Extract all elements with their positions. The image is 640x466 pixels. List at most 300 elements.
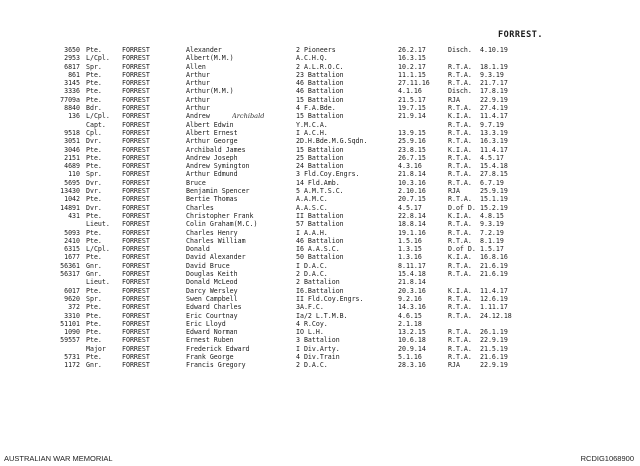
service-number: 3051: [64, 137, 80, 146]
fate-date: 22.9.19: [480, 95, 508, 104]
register-row: [0, 262, 640, 270]
rank: Gnr.: [86, 361, 102, 370]
given-names: Arthur: [186, 79, 210, 88]
service-number: 136: [68, 112, 80, 121]
register-row: [0, 54, 640, 62]
fate: R.T.A.: [448, 104, 472, 113]
fate: Disch.: [448, 87, 472, 96]
given-names: Andrew Symington: [186, 162, 250, 171]
enlistment-date: 13.2.15: [398, 328, 426, 337]
rank: Dvr.: [86, 137, 102, 146]
unit: 2 D.A.C.: [296, 270, 328, 279]
service-number: 59557: [60, 336, 80, 345]
unit: 46 Battalion: [296, 236, 344, 245]
fate: R.T.A.: [448, 303, 472, 312]
fate: R.T.A.: [448, 328, 472, 337]
fate-date: 24.12.18: [480, 311, 512, 320]
register-row: [0, 154, 640, 162]
rank: Pte.: [86, 319, 102, 328]
unit: Y.M.C.A.: [296, 120, 328, 129]
rank: Pte.: [86, 228, 102, 237]
enlistment-date: 1.3.16: [398, 253, 422, 262]
fate-date: 21.6.19: [480, 261, 508, 270]
fate-date: 17.8.19: [480, 87, 508, 96]
given-names: Charles William: [186, 236, 246, 245]
rank: Spr.: [86, 170, 102, 179]
surname: FORREST: [122, 270, 150, 279]
register-row: [0, 353, 640, 361]
surname: FORREST: [122, 261, 150, 270]
enlistment-date: 20.3.16: [398, 286, 426, 295]
fate: R.T.A.: [448, 228, 472, 237]
surname: FORREST: [122, 128, 150, 137]
unit: 15 Battalion: [296, 112, 344, 121]
enlistment-date: 5.1.16: [398, 352, 422, 361]
given-names: Andrew Joseph: [186, 153, 238, 162]
unit: 23 Battalion: [296, 70, 344, 79]
enlistment-date: 8.11.17: [398, 261, 426, 270]
rank: Pte.: [86, 70, 102, 79]
register-row: [0, 129, 640, 137]
register-row: [0, 245, 640, 253]
surname: FORREST: [122, 79, 150, 88]
fate: R.T.A.: [448, 236, 472, 245]
fate: R.T.A.: [448, 70, 472, 79]
unit: I6 A.A.S.C.: [296, 245, 340, 254]
register-row: [0, 303, 640, 311]
fate: R.T.A.: [448, 137, 472, 146]
surname: FORREST: [122, 120, 150, 129]
given-names: Swen Campbell: [186, 294, 238, 303]
surname: FORREST: [122, 344, 150, 353]
fate: K.I.A.: [448, 253, 472, 262]
rank: Gnr.: [86, 261, 102, 270]
register-row: [0, 278, 640, 286]
rank: Pte.: [86, 87, 102, 96]
register-row: [0, 112, 640, 120]
service-number: 51101: [60, 319, 80, 328]
fate: K.I.A.: [448, 211, 472, 220]
fate-date: 15.1.19: [480, 195, 508, 204]
service-register: [0, 46, 640, 370]
register-row: [0, 270, 640, 278]
enlistment-date: 26.2.17: [398, 46, 426, 54]
unit: 3 Battalion: [296, 336, 340, 345]
service-number: 6017: [64, 286, 80, 295]
given-names: Donald McLeod: [186, 278, 238, 287]
surname: FORREST: [122, 187, 150, 196]
fate: D.of D.: [448, 245, 476, 254]
fate-date: 7.2.19: [480, 228, 504, 237]
surname: FORREST: [122, 328, 150, 337]
enlistment-date: 19.1.16: [398, 228, 426, 237]
enlistment-date: 16.3.15: [398, 54, 426, 63]
given-names: David Bruce: [186, 261, 230, 270]
given-names: Arthur: [186, 95, 210, 104]
service-number: 3046: [64, 145, 80, 154]
unit: 2 A.L.R.O.C.: [296, 62, 344, 71]
register-row: [0, 195, 640, 203]
surname: FORREST: [122, 95, 150, 104]
surname: FORREST: [122, 245, 150, 254]
rank: Capt.: [86, 120, 106, 129]
given-names: Bruce: [186, 178, 206, 187]
enlistment-date: 19.7.15: [398, 104, 426, 113]
rank: Spr.: [86, 294, 102, 303]
rank: L/Cpl.: [86, 112, 110, 121]
given-names: Arthur: [186, 104, 210, 113]
rank: Pte.: [86, 162, 102, 171]
given-names: Edward Norman: [186, 328, 238, 337]
enlistment-date: 22.8.14: [398, 211, 426, 220]
register-row: [0, 253, 640, 261]
register-row: [0, 312, 640, 320]
register-row: [0, 328, 640, 336]
enlistment-date: 26.7.15: [398, 153, 426, 162]
unit: 4 Div.Train: [296, 352, 340, 361]
service-number: 5731: [64, 352, 80, 361]
fate-date: 18.1.19: [480, 62, 508, 71]
surname: FORREST: [122, 145, 150, 154]
given-names: Andrew: [186, 112, 210, 121]
fate: Disch.: [448, 46, 472, 54]
fate-date: 11.4.17: [480, 286, 508, 295]
given-names: Arthur(M.M.): [186, 87, 234, 96]
fate: K.I.A.: [448, 145, 472, 154]
rank: Pte.: [86, 286, 102, 295]
surname: FORREST: [122, 236, 150, 245]
service-number: 372: [68, 303, 80, 312]
register-row: [0, 204, 640, 212]
service-number: 3310: [64, 311, 80, 320]
enlistment-date: 9.2.16: [398, 294, 422, 303]
enlistment-date: 4.6.15: [398, 311, 422, 320]
surname: FORREST: [122, 104, 150, 113]
enlistment-date: 25.9.16: [398, 137, 426, 146]
given-names: Arthur George: [186, 137, 238, 146]
given-names: Darcy Wersley: [186, 286, 238, 295]
surname: FORREST: [122, 170, 150, 179]
unit: 24 Battalion: [296, 162, 344, 171]
fate-date: 22.9.19: [480, 336, 508, 345]
service-number: 1090: [64, 328, 80, 337]
fate-date: 9.3.19: [480, 220, 504, 229]
fate-date: 26.1.19: [480, 328, 508, 337]
enlistment-date: 4.5.17: [398, 203, 422, 212]
unit: IO L.H.: [296, 328, 324, 337]
unit: 46 Battalion: [296, 87, 344, 96]
given-names: Archibald James: [186, 145, 246, 154]
given-names: Christopher Frank: [186, 211, 254, 220]
rank: Pte.: [86, 236, 102, 245]
surname: FORREST: [122, 361, 150, 370]
given-names: Charles Henry: [186, 228, 238, 237]
surname: FORREST: [122, 352, 150, 361]
enlistment-date: 21.8.14: [398, 278, 426, 287]
unit: 2D.H.Bde.M.G.Sqdn.: [296, 137, 368, 146]
unit: I D.A.C.: [296, 261, 328, 270]
fate: K.I.A.: [448, 286, 472, 295]
given-names: Ernest Ruben: [186, 336, 234, 345]
service-number: 4689: [64, 162, 80, 171]
register-row: [0, 295, 640, 303]
service-number: 3336: [64, 87, 80, 96]
given-names: Eric Courtnay: [186, 311, 238, 320]
fate: R.T.A.: [448, 311, 472, 320]
register-row: [0, 104, 640, 112]
rank: Pte.: [86, 303, 102, 312]
surname: FORREST: [122, 46, 150, 54]
fate-date: 8.1.19: [480, 236, 504, 245]
service-number: 56317: [60, 270, 80, 279]
rank: Major: [86, 344, 106, 353]
service-number: 861: [68, 70, 80, 79]
fate-date: 16.3.19: [480, 137, 508, 146]
fate-date: 21.7.17: [480, 79, 508, 88]
page-heading: FORREST.: [498, 30, 543, 40]
rank: Pte.: [86, 311, 102, 320]
rank: Pte.: [86, 328, 102, 337]
service-number: 9518: [64, 128, 80, 137]
fate-date: 27.4.19: [480, 104, 508, 113]
surname: FORREST: [122, 87, 150, 96]
fate-date: 21.6.19: [480, 270, 508, 279]
unit: I6.Battalion: [296, 286, 344, 295]
rank: L/Cpl.: [86, 54, 110, 63]
fate-date: 4.10.19: [480, 46, 508, 54]
given-names: Douglas Keith: [186, 270, 238, 279]
surname: FORREST: [122, 311, 150, 320]
register-row: [0, 71, 640, 79]
fate: R.T.A.: [448, 220, 472, 229]
service-number: 56361: [60, 261, 80, 270]
rank: Spr.: [86, 62, 102, 71]
fate-date: 11.4.17: [480, 112, 508, 121]
surname: FORREST: [122, 137, 150, 146]
fate: RJA: [448, 361, 460, 370]
given-names: Arthur: [186, 70, 210, 79]
rank: Pte.: [86, 195, 102, 204]
given-names: David Alexander: [186, 253, 246, 262]
unit: A.C.H.Q.: [296, 54, 328, 63]
service-number: 8840: [64, 104, 80, 113]
fate: R.T.A.: [448, 170, 472, 179]
given-names: Eric Lloyd: [186, 319, 226, 328]
fate-date: 16.8.16: [480, 253, 508, 262]
service-number: 1042: [64, 195, 80, 204]
rank: L/Cpl.: [86, 245, 110, 254]
service-number: 1172: [64, 361, 80, 370]
given-names: Albert Edwin: [186, 120, 234, 129]
fate-date: 15.2.19: [480, 203, 508, 212]
unit: 15 Battalion: [296, 145, 344, 154]
rank: Pte.: [86, 95, 102, 104]
register-row: [0, 79, 640, 87]
register-row: [0, 212, 640, 220]
register-row: [0, 137, 640, 145]
enlistment-date: 13.9.15: [398, 128, 426, 137]
footer-institution: AUSTRALIAN WAR MEMORIAL: [4, 454, 113, 463]
given-names: Frank George: [186, 352, 234, 361]
rank: Pte.: [86, 153, 102, 162]
unit: 2 Pioneers: [296, 46, 336, 54]
register-row: [0, 63, 640, 71]
surname: FORREST: [122, 62, 150, 71]
unit: 46 Battalion: [296, 79, 344, 88]
register-row: [0, 179, 640, 187]
service-number: 6817: [64, 62, 80, 71]
rank: Dvr.: [86, 203, 102, 212]
given-names: Colin Graham(M.C.): [186, 220, 258, 229]
rank: Lieut.: [86, 220, 110, 229]
service-number: 2953: [64, 54, 80, 63]
enlistment-date: 1.3.15: [398, 245, 422, 254]
given-names: Albert Ernest: [186, 128, 238, 137]
enlistment-date: 23.8.15: [398, 145, 426, 154]
surname: FORREST: [122, 54, 150, 63]
fate: R.T.A.: [448, 178, 472, 187]
fate: R.T.A.: [448, 270, 472, 279]
fate: RJA: [448, 187, 460, 196]
fate: R.T.A.: [448, 79, 472, 88]
enlistment-date: 4.3.16: [398, 162, 422, 171]
fate-date: 1.11.17: [480, 303, 508, 312]
register-row: [0, 87, 640, 95]
surname: FORREST: [122, 336, 150, 345]
fate-date: 11.4.17: [480, 145, 508, 154]
enlistment-date: 21.9.14: [398, 112, 426, 121]
service-number: 6315: [64, 245, 80, 254]
surname: FORREST: [122, 211, 150, 220]
fate-date: 4.8.15: [480, 211, 504, 220]
given-names: Albert(M.M.): [186, 54, 234, 63]
handwritten-annotation: Archibald: [232, 112, 265, 121]
fate: R.T.A.: [448, 294, 472, 303]
fate: R.T.A.: [448, 336, 472, 345]
register-row: [0, 121, 640, 129]
unit: 2 D.A.C.: [296, 361, 328, 370]
register-row: [0, 287, 640, 295]
service-number: 2410: [64, 236, 80, 245]
register-row: [0, 146, 640, 154]
service-number: 7709a: [60, 95, 80, 104]
rank: Pte.: [86, 336, 102, 345]
rank: Cpl.: [86, 128, 102, 137]
given-names: Arthur Edmund: [186, 170, 238, 179]
surname: FORREST: [122, 220, 150, 229]
fate-date: 13.3.19: [480, 128, 508, 137]
given-names: Benjamin Spencer: [186, 187, 250, 196]
register-row: [0, 336, 640, 344]
fate: D.of D.: [448, 203, 476, 212]
rank: Dvr.: [86, 178, 102, 187]
surname: FORREST: [122, 303, 150, 312]
given-names: Edward Charles: [186, 303, 242, 312]
unit: Ia/2 L.T.M.B.: [296, 311, 348, 320]
rank: Pte.: [86, 79, 102, 88]
unit: 25 Battalion: [296, 153, 344, 162]
rank: Pte.: [86, 145, 102, 154]
surname: FORREST: [122, 153, 150, 162]
unit: A.A.S.C.: [296, 203, 328, 212]
rank: Dvr.: [86, 187, 102, 196]
given-names: Alexander: [186, 46, 222, 54]
given-names: Charles: [186, 203, 214, 212]
service-number: 9620: [64, 294, 80, 303]
enlistment-date: 10.2.17: [398, 62, 426, 71]
surname: FORREST: [122, 286, 150, 295]
unit: 57 Battalion: [296, 220, 344, 229]
register-row: [0, 361, 640, 369]
register-row: [0, 229, 640, 237]
fate: R.T.A.: [448, 153, 472, 162]
enlistment-date: 2.10.16: [398, 187, 426, 196]
service-number: 5695: [64, 178, 80, 187]
fate-date: 1.5.17: [480, 245, 504, 254]
enlistment-date: 21.5.17: [398, 95, 426, 104]
rank: Pte.: [86, 352, 102, 361]
unit: 14 Fld.Amb.: [296, 178, 340, 187]
enlistment-date: 20.7.15: [398, 195, 426, 204]
register-row: [0, 237, 640, 245]
service-number: 3650: [64, 46, 80, 54]
unit: 4 R.Coy.: [296, 319, 328, 328]
service-number: 431: [68, 211, 80, 220]
surname: FORREST: [122, 294, 150, 303]
surname: FORREST: [122, 253, 150, 262]
unit: 5 A.M.T.S.C.: [296, 187, 344, 196]
fate: R.T.A.: [448, 128, 472, 137]
fate-date: 6.7.19: [480, 178, 504, 187]
given-names: Francis Gregory: [186, 361, 246, 370]
enlistment-date: 14.3.16: [398, 303, 426, 312]
unit: I A.C.H.: [296, 128, 328, 137]
register-row: [0, 162, 640, 170]
surname: FORREST: [122, 112, 150, 121]
register-row: [0, 187, 640, 195]
surname: FORREST: [122, 278, 150, 287]
fate-date: 4.5.17: [480, 153, 504, 162]
given-names: Allen: [186, 62, 206, 71]
enlistment-date: 21.8.14: [398, 170, 426, 179]
unit: II Fld.Coy.Engrs.: [296, 294, 364, 303]
service-number: 14891: [60, 203, 80, 212]
unit: I Div.Arty.: [296, 344, 340, 353]
service-number: 2151: [64, 153, 80, 162]
fate: R.T.A.: [448, 261, 472, 270]
fate: RJA: [448, 95, 460, 104]
rank: Bdr.: [86, 104, 102, 113]
unit: 4 F.A.Bde.: [296, 104, 336, 113]
unit: 2 Battalion: [296, 278, 340, 287]
unit: 15 Battalion: [296, 95, 344, 104]
fate: K.I.A.: [448, 112, 472, 121]
unit: 3 Fld.Coy.Engrs.: [296, 170, 360, 179]
enlistment-date: 20.9.14: [398, 344, 426, 353]
enlistment-date: 2.1.18: [398, 319, 422, 328]
register-row: [0, 345, 640, 353]
unit: A.A.M.C.: [296, 195, 328, 204]
service-number: 110: [68, 170, 80, 179]
surname: FORREST: [122, 319, 150, 328]
enlistment-date: 1.5.16: [398, 236, 422, 245]
unit: I A.A.H.: [296, 228, 328, 237]
given-names: Bertie Thomas: [186, 195, 238, 204]
surname: FORREST: [122, 195, 150, 204]
given-names: Donald: [186, 245, 210, 254]
rank: Pte.: [86, 46, 102, 54]
enlistment-date: 4.1.16: [398, 87, 422, 96]
